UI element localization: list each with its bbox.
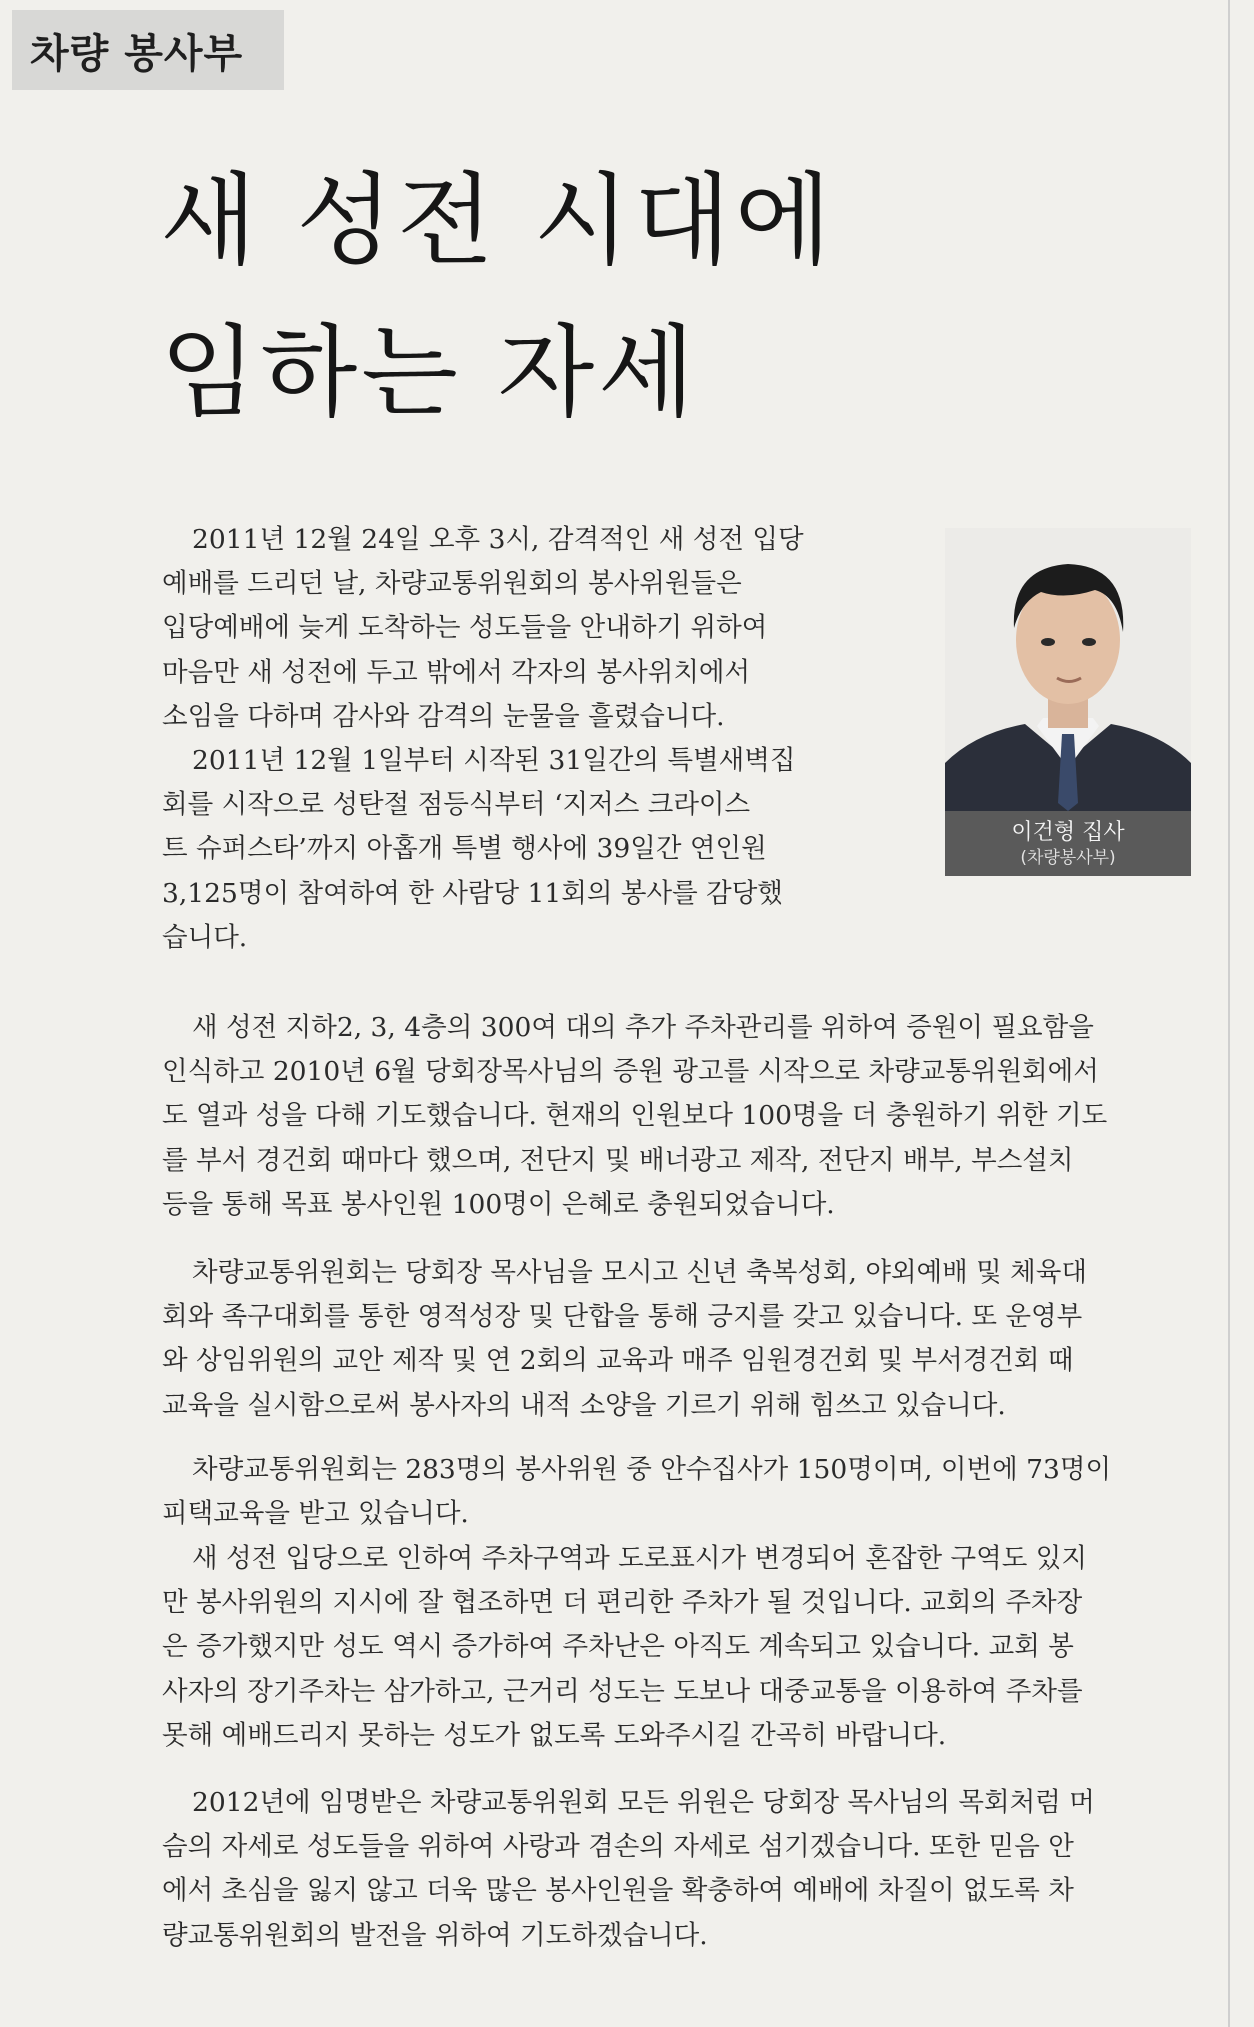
- text-line: 인식하고 2010년 6월 당회장목사님의 증원 광고를 시작으로 차량교통위원회에서: [162, 1056, 1099, 1088]
- author-department: (차량봉사부): [1020, 847, 1116, 868]
- text-line: 와 상임위원의 교안 제작 및 연 2회의 교육과 매주 임원경건회 및 부서경건회 때: [162, 1345, 1074, 1377]
- text-line: 차량교통위원회는 당회장 목사님을 모시고 신년 축복성회, 야외예배 및 체육대: [192, 1257, 1087, 1288]
- text-line: 교육을 실시함으로써 봉사자의 내적 소양을 기르기 위해 힘쓰고 있습니다.: [162, 1389, 1006, 1421]
- text-line: 2011년 12월 24일 오후 3시, 감격적인 새 성전 입당: [192, 524, 804, 555]
- text-line: 소임을 다하며 감사와 감격의 눈물을 흘렸습니다.: [162, 700, 725, 732]
- text-line: 새 성전 입당으로 인하여 주차구역과 도로표시가 변경되어 혼잡한 구역도 있지: [192, 1543, 1087, 1574]
- text-line: 예배를 드리던 날, 차량교통위원회의 봉사위원들은: [162, 568, 742, 600]
- text-line: 회와 족구대회를 통한 영적성장 및 단합을 통해 긍지를 갖고 있습니다. 또 운영부: [162, 1301, 1083, 1333]
- paragraph-7: [162, 1781, 1202, 1958]
- author-caption: [945, 811, 1191, 876]
- text-line: 등을 통해 목표 봉사인원 100명이 은혜로 충원되었습니다.: [162, 1188, 835, 1220]
- text-line: 도 열과 성을 다해 기도했습니다. 현재의 인원보다 100명을 더 충원하기 위한 기도: [162, 1100, 1108, 1132]
- paragraph-4: [162, 1251, 1202, 1428]
- paragraph-1: [162, 518, 842, 739]
- headline-line-2: 임하는 자세: [160, 314, 699, 431]
- text-line: 를 부서 경건회 때마다 했으며, 전단지 및 배너광고 제작, 전단지 배부, 부스설치: [162, 1144, 1074, 1176]
- paragraph-3: [162, 1006, 1202, 1227]
- text-line: 에서 초심을 잃지 않고 더욱 많은 봉사인원을 확충하여 예배에 차질이 없도록 차: [162, 1875, 1074, 1907]
- text-line: 사자의 장기주차는 삼가하고, 근거리 성도는 도보나 대중교통을 이용하여 주차를: [162, 1675, 1083, 1707]
- text-line: 차량교통위원회는 283명의 봉사위원 중 안수집사가 150명이며, 이번에 73명이: [192, 1454, 1112, 1485]
- text-line: 은 증가했지만 성도 역시 증가하여 주차난은 아직도 계속되고 있습니다. 교회 봉: [162, 1631, 1074, 1663]
- author-profile: [945, 528, 1191, 876]
- text-line: 피택교육을 받고 있습니다.: [162, 1498, 469, 1530]
- text-line: 습니다.: [162, 921, 248, 953]
- portrait-illustration: [945, 528, 1191, 811]
- text-line: 량교통위원회의 발전을 위하여 기도하겠습니다.: [162, 1919, 708, 1951]
- section-tag: 차량 봉사부: [12, 10, 284, 90]
- text-line: 2011년 12월 1일부터 시작된 31일간의 특별새벽집: [192, 745, 796, 776]
- headline: [160, 145, 920, 449]
- author-photo: [945, 528, 1191, 811]
- text-line: 못해 예배드리지 못하는 성도가 없도록 도와주시길 간곡히 바랍니다.: [162, 1719, 947, 1751]
- text-line: 마음만 새 성전에 두고 밖에서 각자의 봉사위치에서: [162, 656, 751, 688]
- text-line: 슴의 자세로 성도들을 위하여 사랑과 겸손의 자세로 섬기겠습니다. 또한 믿음 안: [162, 1831, 1074, 1863]
- text-line: 회를 시작으로 성탄절 점등식부터 ‘지저스 크라이스: [162, 789, 751, 821]
- text-line: 트 슈퍼스타’까지 아홉개 특별 행사에 39일간 연인원: [162, 833, 767, 865]
- text-line: 2012년에 임명받은 차량교통위원회 모든 위원은 당회장 목사님의 목회처럼 머: [192, 1787, 1095, 1818]
- text-line: 새 성전 지하2, 3, 4층의 300여 대의 추가 주차관리를 위하여 증원이 필요함을: [192, 1012, 1094, 1043]
- column-divider: [1228, 0, 1230, 2027]
- paragraph-6: [162, 1537, 1202, 1758]
- text-line: 3,125명이 참여하여 한 사람당 11회의 봉사를 감당했: [162, 877, 783, 909]
- paragraph-5: [162, 1448, 1202, 1536]
- headline-line-1: 새 성전 시대에: [160, 162, 836, 279]
- author-name: 이건형 집사: [1011, 819, 1125, 845]
- paragraph-2: [162, 739, 842, 960]
- text-line: 만 봉사위원의 지시에 잘 협조하면 더 편리한 주차가 될 것입니다. 교회의 주차장: [162, 1587, 1083, 1619]
- text-line: 입당예배에 늦게 도착하는 성도들을 안내하기 위하여: [162, 612, 768, 644]
